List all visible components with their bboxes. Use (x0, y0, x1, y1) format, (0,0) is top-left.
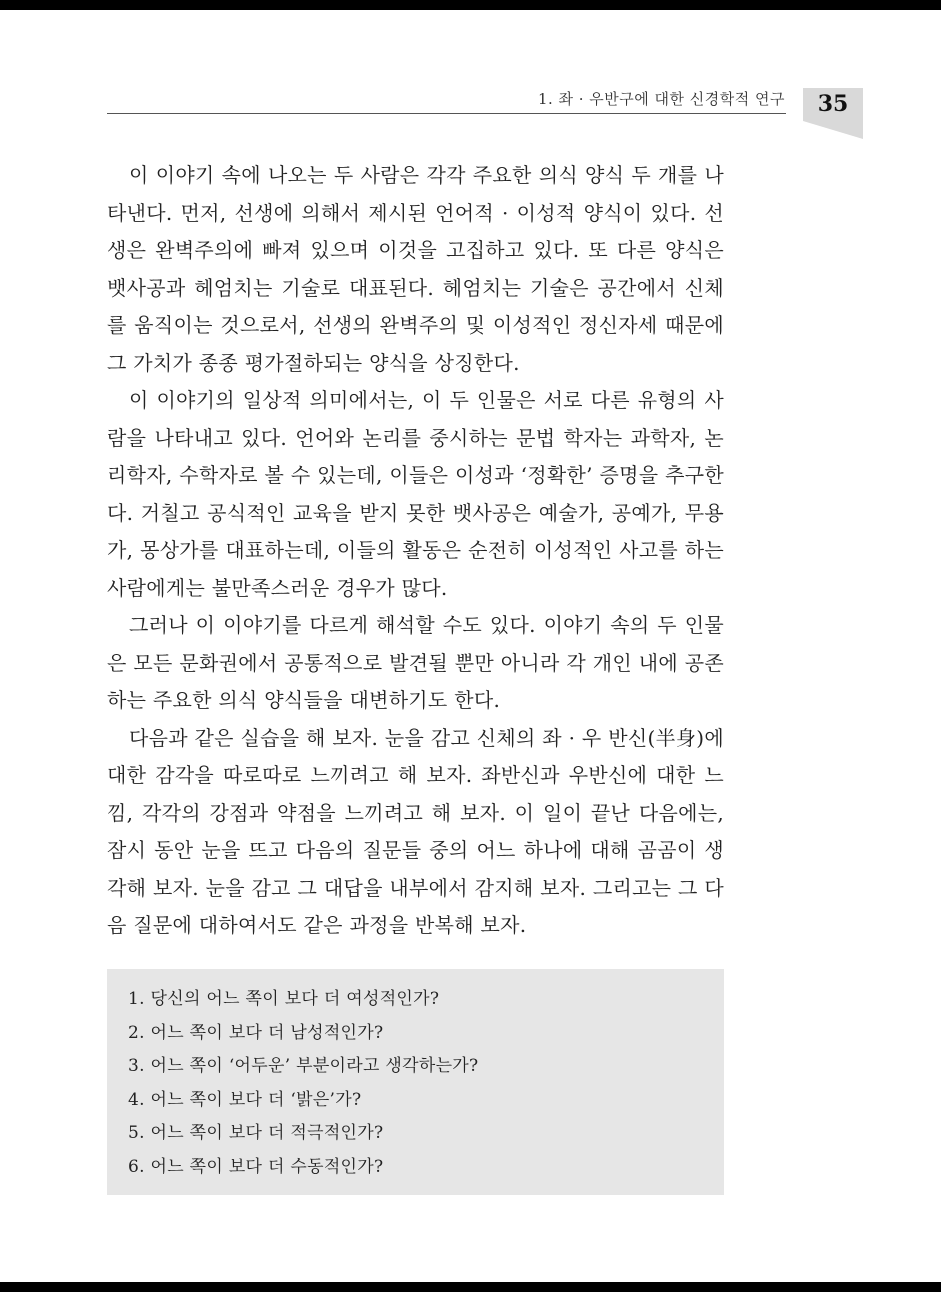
question-item: 1. 당신의 어느 쪽이 보다 더 여성적인가? (128, 989, 440, 1009)
paragraph: 이 이야기의 일상적 의미에서는, 이 두 인물은 서로 다른 유형의 사람을 나타내고 있다. 언어와 논리를 중시하는 문법 학자는 과학자, 논리학자, 수학자로 볼 수 있는데, 이들은 이성과 ‘정확한’ 증명을 추구한다. 거칠고 공식적인 교육을 받지 못한 뱃사공은 예술가, 공예가, 무용가, 몽상가를 대표하는데, 이들의 활동은 순전히 이성적인 사고를 하는 사람에게는 불만족스러운 경우가 많다. (107, 388, 724, 600)
running-title: 1. 좌 · 우반구에 대한 신경학적 연구 (537, 90, 785, 108)
header-rule (107, 113, 786, 114)
question-item: 4. 어느 쪽이 보다 더 ‘밝은’가? (128, 1089, 362, 1110)
question-item: 3. 어느 쪽이 ‘어두운’ 부분이라고 생각하는가? (128, 1056, 479, 1077)
bottom-border-bar (0, 1282, 941, 1292)
paragraph: 이 이야기 속에 나오는 두 사람은 각각 주요한 의식 양식 두 개를 나타낸다. 먼저, 선생에 의해서 제시된 언어적 · 이성적 양식이 있다. 선생은 완벽주의에 빠져 있으며 이것을 고집하고 있다. 또 다른 양식은 뱃사공과 헤엄치는 기술로 대표된다. 헤엄치는 기술은 공간에서 신체를 움직이는 것으로서, 선생의 완벽주의 및 이성적인 정신자세 때문에 그 가치가 종종 평가절하되는 양식을 상징한다. (107, 163, 724, 375)
paragraph: 그러나 이 이야기를 다르게 해석할 수도 있다. 이야기 속의 두 인물은 모든 문화권에서 공통적으로 발견될 뿐만 아니라 각 개인 내에 공존하는 주요한 의식 양식들을 대변하기도 한다. (107, 613, 724, 712)
question-list (128, 983, 478, 1185)
question-item: 2. 어느 쪽이 보다 더 남성적인가? (128, 1022, 384, 1043)
page-number: 35 (817, 91, 849, 117)
page-number-tab-tail (803, 121, 863, 139)
question-item: 6. 어느 쪽이 보다 더 수동적인가? (128, 1156, 384, 1177)
top-border-bar (0, 0, 941, 10)
exercise-question-box (107, 969, 724, 1195)
question-item: 5. 어느 쪽이 보다 더 적극적인가? (128, 1123, 384, 1144)
paragraph: 다음과 같은 실습을 해 보자. 눈을 감고 신체의 좌 · 우 반신(半身)에 대한 감각을 따로따로 느끼려고 해 보자. 좌반신과 우반신에 대한 느낌, 각각의 강점과 약점을 느끼려고 해 보자. 이 일이 끝난 다음에는, 잠시 동안 눈을 뜨고 다음의 질문들 중의 어느 하나에 대해 곰곰이 생각해 보자. 눈을 감고 그 대답을 내부에서 감지해 보자. 그리고는 그 다음 질문에 대하여서도 같은 과정을 반복해 보자. (107, 725, 724, 937)
body-text (107, 157, 724, 945)
